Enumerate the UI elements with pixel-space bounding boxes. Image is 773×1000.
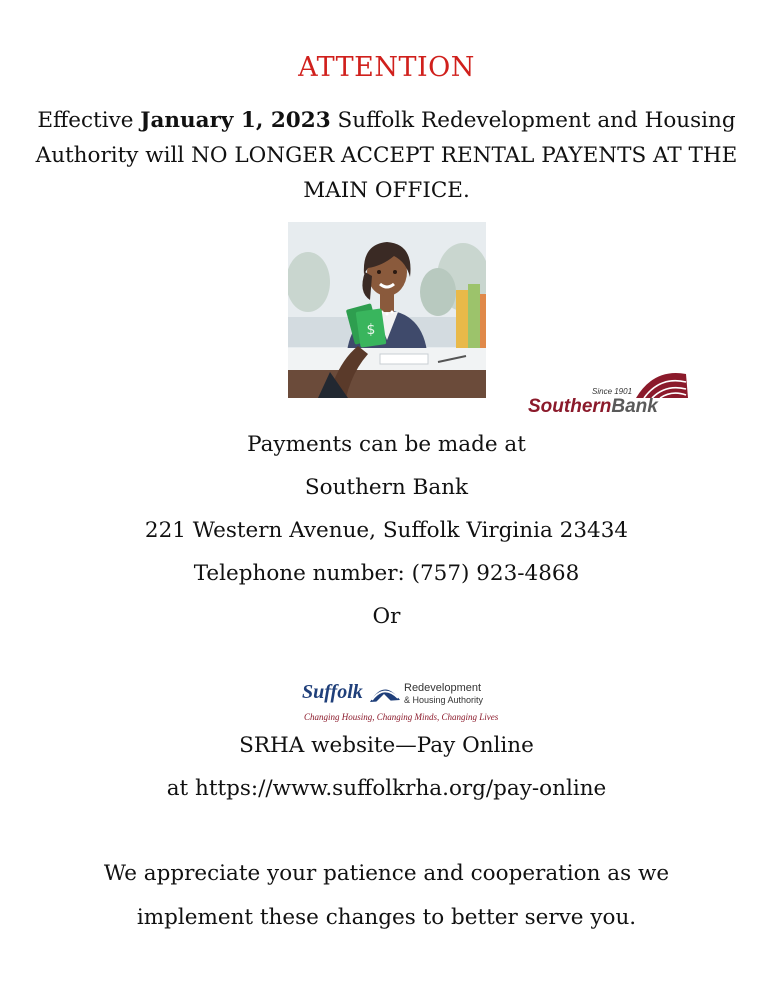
- srha-logo-name: Suffolk: [302, 681, 363, 703]
- closing-line-2: implement these changes to better serve you.: [136, 905, 637, 930]
- online-line-1: SRHA website—Pay Online: [239, 733, 534, 758]
- bank-since-text: Since 1901: [592, 387, 633, 396]
- payment-bank-name: Southern Bank: [304, 475, 469, 500]
- intro-line-1: [0, 103, 773, 208]
- svg-text:$: $: [366, 322, 376, 338]
- notice-intro: [0, 103, 773, 208]
- notice-title: ATTENTION: [298, 52, 475, 83]
- southern-bank-logo: [526, 368, 694, 416]
- srha-logo-sub2: & Housing Authority: [404, 695, 484, 705]
- svg-text:SouthernBank: [528, 396, 659, 416]
- intro-suffix-wrap: Suffolk Redevelopment and Housing Authority will NO LONGER ACCEPT RENTAL PAYENTS AT THE MAIN OFFICE.: [35, 108, 738, 203]
- payment-address: 221 Western Avenue, Suffolk Virginia 23434: [144, 518, 629, 543]
- payment-or: Or: [372, 604, 401, 629]
- closing-line-1: We appreciate your patience and cooperation as we: [103, 861, 670, 886]
- bank-name-a: Southern: [528, 396, 612, 416]
- payment-telephone: Telephone number: (757) 923-4868: [193, 561, 580, 586]
- intro-prefix: Effective: [37, 108, 141, 133]
- srha-logo: [300, 674, 500, 726]
- cashier-illustration: [288, 222, 486, 398]
- effective-date: January 1, 2023: [140, 108, 331, 133]
- payment-line-1: Payments can be made at: [247, 432, 526, 457]
- srha-logo-tagline: Changing Housing, Changing Minds, Changing Lives: [304, 712, 499, 722]
- online-url: at https://www.suffolkrha.org/pay-online: [166, 776, 607, 801]
- srha-logo-sub1: Redevelopment: [404, 682, 482, 694]
- bank-name-b: Bank: [611, 396, 658, 416]
